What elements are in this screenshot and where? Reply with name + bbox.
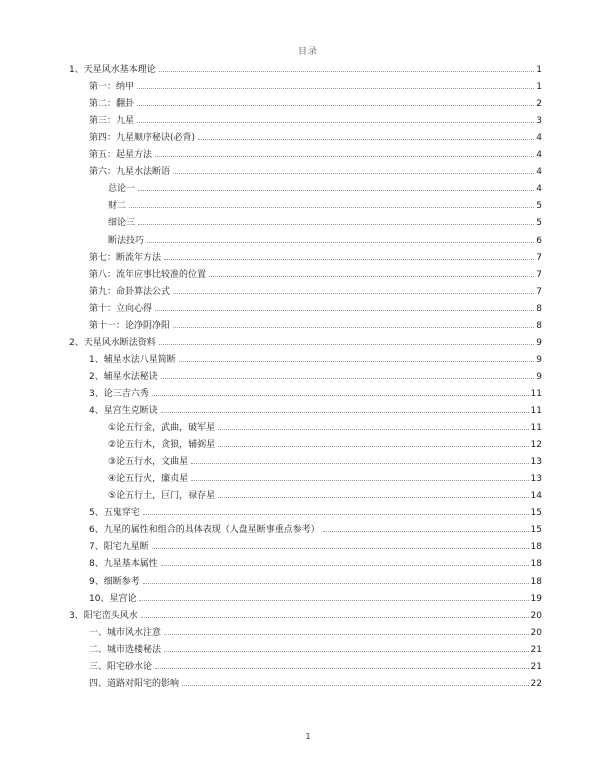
toc-entry-title: 3、论三吉六秀 — [89, 388, 149, 399]
toc-entry-page: 4 — [536, 184, 542, 195]
toc-entry-page: 21 — [530, 661, 542, 672]
toc-entry[interactable] — [89, 642, 542, 658]
toc-entry-title: 第一：纳甲 — [89, 82, 135, 93]
toc-entry-title: 2、辅星水法秘诀 — [89, 371, 158, 382]
dot-leader — [173, 173, 534, 174]
toc-entry-page: 7 — [536, 252, 542, 263]
toc-entry-title: 细论三 — [108, 218, 136, 229]
dot-leader — [143, 514, 529, 515]
dot-leader — [141, 617, 529, 618]
toc-entry[interactable] — [89, 539, 542, 555]
toc-entry[interactable] — [89, 164, 542, 180]
toc-entry-title: 4、星宫生克断诀 — [89, 406, 158, 416]
toc-entry-page: 21 — [530, 644, 542, 655]
toc-entry[interactable] — [108, 454, 542, 470]
toc-entry[interactable] — [108, 437, 542, 453]
toc-entry-title: 一、城市风水注意 — [89, 627, 162, 638]
page-number: 1 — [305, 732, 311, 741]
toc-entry[interactable] — [69, 608, 542, 624]
dot-leader — [152, 548, 529, 549]
toc-entry[interactable] — [89, 113, 542, 129]
toc-entry[interactable] — [89, 591, 542, 607]
toc-entry[interactable] — [108, 181, 542, 197]
toc-entry-title: 断法技巧 — [108, 235, 145, 246]
dot-leader — [129, 207, 534, 208]
toc-entry-page: 18 — [530, 576, 542, 587]
toc-entry[interactable] — [89, 301, 542, 317]
toc-entry-page: 15 — [530, 525, 542, 536]
toc-entry-page: 9 — [536, 337, 542, 348]
toc-entry-page: 13 — [530, 457, 542, 468]
dot-leader — [161, 378, 535, 379]
toc-entry-title: 1、天星风水基本理论 — [69, 65, 156, 75]
toc-entry[interactable] — [108, 198, 542, 214]
dot-leader — [173, 293, 534, 294]
dot-leader — [198, 139, 534, 140]
toc-entry-title: ①论五行金，武曲，破军星 — [108, 423, 216, 434]
toc-entry-title: 第八：流年应事比较准的位置 — [89, 269, 207, 280]
toc-entry-page: 3 — [536, 116, 542, 127]
dot-leader — [179, 361, 535, 362]
toc-title: 目录 — [297, 47, 318, 57]
dot-leader — [323, 531, 529, 532]
toc-entry[interactable] — [108, 488, 542, 504]
toc-entry-page: 11 — [530, 406, 542, 416]
toc-entry[interactable] — [89, 574, 542, 590]
toc-entry-title: 第十：立向心得 — [89, 303, 153, 314]
toc-entry-page: 1 — [536, 82, 542, 93]
toc-entry-title: 第五：起星方法 — [89, 150, 153, 161]
toc-entry-page: 13 — [530, 474, 542, 485]
dot-leader — [143, 583, 529, 584]
dot-leader — [161, 412, 529, 413]
dot-leader — [137, 105, 534, 106]
toc-entry[interactable] — [89, 403, 542, 419]
dot-leader — [209, 276, 534, 277]
toc-entry-page: 4 — [536, 133, 542, 144]
dot-leader — [147, 242, 534, 243]
toc-entry-page: 18 — [530, 542, 542, 553]
toc-entry-page: 15 — [530, 508, 542, 519]
toc-entry-title: 三、阳宅砂水论 — [89, 661, 153, 672]
toc-entry-title: 9、细断参考 — [89, 576, 140, 587]
toc-entry-page: 9 — [536, 354, 542, 365]
toc-entry[interactable] — [89, 676, 542, 692]
toc-entry-title: 第二：翻卦 — [89, 99, 135, 110]
toc-entry-title: 第三：九星 — [89, 116, 135, 127]
dot-leader — [218, 497, 528, 498]
toc-entry-title: 四、道路对阳宅的影响 — [89, 678, 180, 689]
toc-entry-title: 8、九星基本属性 — [89, 559, 158, 570]
toc-entry[interactable] — [89, 250, 542, 266]
toc-entry[interactable] — [89, 386, 542, 402]
toc-entry-page: 4 — [536, 167, 542, 178]
toc-entry-title: ②论五行木，贪狼，辅弼星 — [108, 440, 216, 451]
toc-entry-title: 第七：断流年方法 — [89, 252, 162, 263]
toc-entry-title: 6、九星的属性和组合的具体表现（人盘星断事重点参考） — [89, 525, 320, 536]
dot-leader — [138, 190, 534, 191]
toc-entry[interactable] — [69, 335, 542, 351]
toc-entry[interactable] — [108, 233, 542, 249]
toc-entry-title: 1、辅星水法八星简断 — [89, 354, 176, 365]
toc-entry-page: 7 — [536, 286, 542, 297]
dot-leader — [139, 600, 528, 601]
dot-leader — [191, 463, 528, 464]
toc-entry[interactable] — [89, 79, 542, 95]
toc-entry-page: 14 — [530, 491, 542, 502]
toc-entry-page: 20 — [530, 627, 542, 638]
toc-entry[interactable] — [89, 369, 542, 385]
toc-entry[interactable] — [89, 522, 542, 538]
toc-entry[interactable] — [89, 147, 542, 163]
toc-entry-page: 9 — [536, 371, 542, 382]
toc-entry-page: 4 — [536, 150, 542, 161]
toc-entry-title: 10、星宫论 — [89, 593, 137, 604]
toc-entry[interactable] — [89, 267, 542, 283]
toc-entry-page: 5 — [536, 218, 542, 229]
toc-entry-title: 3、阳宅峦头风水 — [69, 610, 138, 621]
dot-leader — [191, 480, 528, 481]
dot-leader — [152, 395, 529, 396]
toc-entry-title: 第四：九星顺序秘诀(必背) — [89, 133, 196, 144]
toc-entry[interactable] — [89, 505, 542, 521]
dot-leader — [182, 685, 529, 686]
dot-leader — [137, 122, 534, 123]
dot-leader — [155, 668, 529, 669]
dot-leader — [218, 446, 528, 447]
toc-entry-page: 20 — [530, 610, 542, 621]
toc-entry-page: 1 — [536, 65, 542, 75]
dot-leader — [137, 88, 534, 89]
toc-entry-title: 第十一：论净阴净阳 — [89, 320, 171, 331]
toc-entry-page: 11 — [530, 423, 542, 434]
dot-leader — [164, 259, 534, 260]
toc-entry-page: 11 — [530, 388, 542, 399]
dot-leader — [161, 565, 529, 566]
toc-entry-title: 第九：命卦算法公式 — [89, 286, 171, 297]
toc-entry-page: 7 — [536, 269, 542, 280]
toc-entry-page: 18 — [530, 559, 542, 570]
toc-entry[interactable] — [89, 625, 542, 641]
dot-leader — [164, 634, 529, 635]
toc-entry[interactable] — [89, 659, 542, 675]
dot-leader — [155, 310, 534, 311]
dot-leader — [155, 156, 534, 157]
toc-entry-page: 6 — [536, 235, 542, 246]
toc-entry[interactable] — [89, 556, 542, 572]
toc-entry[interactable] — [89, 284, 542, 300]
toc-entry-page: 19 — [530, 593, 542, 604]
toc-entry[interactable] — [89, 318, 542, 334]
toc-entry-page: 8 — [536, 303, 542, 314]
toc-entry[interactable] — [108, 471, 542, 487]
dot-leader — [138, 224, 534, 225]
toc-entry[interactable] — [108, 420, 542, 436]
toc-entry[interactable] — [89, 96, 542, 112]
toc-entry-title: ③论五行水，文曲星 — [108, 457, 189, 468]
dot-leader — [164, 651, 529, 652]
toc-entry[interactable] — [89, 130, 542, 146]
dot-leader — [173, 327, 534, 328]
toc-entry-title: 7、阳宅九星断 — [89, 542, 149, 553]
toc-entry-page: 5 — [536, 201, 542, 212]
dot-leader — [159, 344, 535, 345]
toc-entry-page: 22 — [530, 678, 542, 689]
toc-entry-page: 12 — [530, 440, 542, 451]
toc-entry-title: 5、五鬼穿宅 — [89, 508, 140, 519]
toc-entry-page: 2 — [536, 99, 542, 110]
toc-entry-title: ④论五行火，廉贞星 — [108, 474, 189, 485]
toc-entry-title: 财二 — [108, 201, 127, 212]
dot-leader — [218, 429, 528, 430]
toc-entry-title: 总论一 — [108, 184, 136, 195]
toc-entry-title: 2、天星风水断法资料 — [69, 337, 156, 348]
dot-leader — [159, 71, 535, 72]
toc-entry-title: 二、城市选楼秘法 — [89, 644, 162, 655]
toc-entry-title: 第六：九星水法断语 — [89, 167, 171, 178]
toc-entry[interactable] — [108, 215, 542, 231]
toc-entry[interactable] — [89, 352, 542, 368]
toc-entry-title: ⑤论五行土，巨门，禄存星 — [108, 491, 216, 502]
toc-entry-page: 8 — [536, 320, 542, 331]
toc-entry[interactable] — [69, 62, 542, 78]
